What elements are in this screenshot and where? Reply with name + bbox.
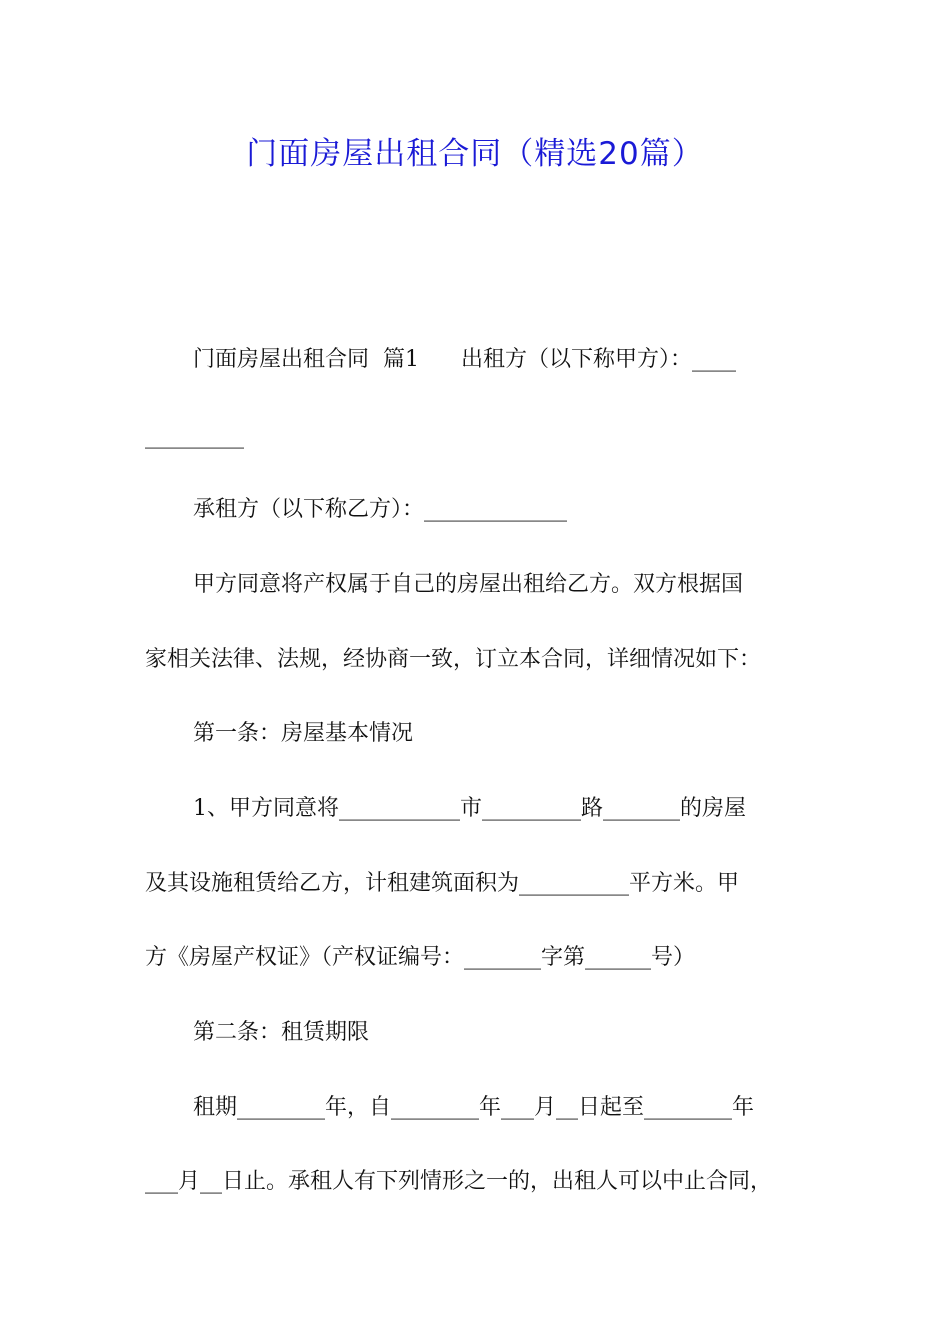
- paragraph-line: 门面房屋出租合同 篇1 出租方（以下称甲方）：____: [193, 347, 736, 372]
- paragraph-line: 方《房屋产权证》（产权证编号：_______字第______号）: [145, 945, 696, 970]
- paragraph-line: ___月__日止。承租人有下列情形之一的，出租人可以中止合同，: [145, 1169, 773, 1194]
- paragraph-line: _________: [145, 424, 244, 449]
- paragraph-line: 家相关法律、法规，经协商一致，订立本合同，详细情况如下：: [145, 647, 762, 672]
- paragraph-line: 及其设施租赁给乙方，计租建筑面积为__________平方米。甲: [145, 871, 740, 896]
- paragraph-line: 承租方（以下称乙方）：_____________: [193, 497, 568, 522]
- section-heading: 第二条：租赁期限: [193, 1020, 370, 1045]
- section-heading: 第一条：房屋基本情况: [193, 721, 414, 746]
- paragraph-line: 租期________年，自________年___月__日起至________年: [193, 1095, 755, 1120]
- paragraph-line: 甲方同意将产权属于自己的房屋出租给乙方。双方根据国: [193, 572, 744, 597]
- document-title: 门面房屋出租合同（精选20篇）: [246, 136, 704, 172]
- paragraph-line: 1、甲方同意将___________市_________路_______的房屋: [193, 796, 746, 821]
